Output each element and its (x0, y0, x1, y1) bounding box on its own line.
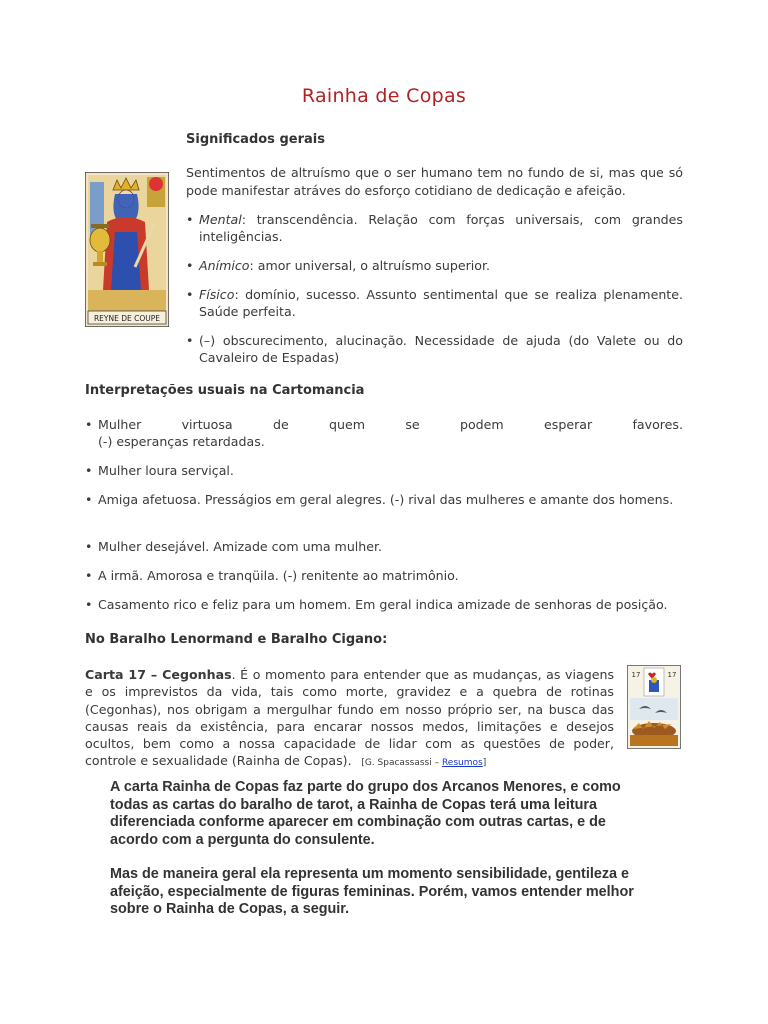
intro-paragraph: Sentimentos de altruísmo que o ser humano tem no fundo de si, mas que só pode manifestar atráves do esforço cotidiano de dedicação e afeição. (186, 165, 683, 198)
carta-label: Carta 17 – Cegonhas (85, 667, 232, 682)
item-text: Casamento rico e feliz para um homem. Em geral indica amizade de senhoras de posição. (98, 597, 668, 612)
cegonhas-card-image (627, 665, 681, 749)
bullet-icon: • (85, 417, 93, 432)
list-item (85, 538, 683, 555)
section-heading-significados: Significados gerais (186, 132, 325, 147)
list-item (85, 596, 683, 613)
bullet-icon: • (186, 287, 194, 302)
item-text: (–) obscurecimento, alucinação. Necessidade de ajuda (do Valete ou do Cavaleiro de Espadas) (199, 333, 683, 365)
list-item (85, 491, 683, 508)
item-text: : domínio, sucesso. Assunto sentimental que se realiza plenamente. Saúde perfeita. (199, 287, 683, 319)
item-text: Amiga afetuosa. Presságios em geral alegres. (-) rival das mulheres e amante dos homens. (98, 492, 674, 507)
section-heading-lenormand: No Baralho Lenormand e Baralho Cigano: (85, 632, 388, 647)
item-text: : amor universal, o altruísmo superior. (249, 258, 490, 273)
list-item-obscurecimento (186, 332, 683, 366)
item-label: Mental (199, 212, 242, 227)
list-item-animico (186, 257, 683, 274)
bullet-icon: • (85, 539, 93, 554)
bullet-icon: • (85, 492, 93, 507)
summary-paragraph-1: A carta Rainha de Copas faz parte do grupo dos Arcanos Menores, e como todas as cartas do baralho de tarot, a Rainha de Copas terá uma leitura diferenciada conforme aparecer em combinação com outras cartas, e de acordo com a pergunta do consulente. (110, 779, 621, 848)
item-text: Mulher loura serviçal. (98, 463, 234, 478)
bullet-icon: • (85, 463, 93, 478)
card-caption: REYNE DE COUPE (93, 314, 161, 323)
card-number: 17 (631, 671, 641, 679)
item-text: A irmã. Amorosa e tranqüila. (-) renitente ao matrimônio. (98, 568, 459, 583)
section-heading-cartomancia: Interpretações usuais na Cartomancia (85, 383, 365, 398)
list-item (85, 462, 683, 479)
list-item-mental (186, 211, 683, 245)
bullet-icon: • (85, 597, 93, 612)
page-title: Rainha de Copas (301, 85, 467, 107)
carta-text: . É o momento para entender que as mudanças, as viagens e os imprevistos da vida, tais como morte, gravidez e a quebra de rotinas (Cegonhas), nos obrigam a mergulhar fundo em nosso próprio ser, na busca das causas reais da existência, para encarar nossos medos, limitações e desejos ocultos, bem como a nossa capacidade de lidar com as questões de poder, controle e sexualidade (Rainha de Copas). (85, 667, 615, 769)
bullet-icon: • (186, 333, 194, 348)
resumos-link[interactable]: Resumos (441, 758, 483, 769)
item-label: Anímico (199, 258, 250, 273)
item-text: Mulher desejável. Amizade com uma mulher. (98, 539, 383, 554)
card-number-right: 17 (667, 671, 677, 679)
summary-paragraph-2: Mas de maneira geral ela representa um momento sensibilidade, gentileza e afeição, especialmente de figuras femininas. Porém, vamos entender melhor sobre o Rainha de Copas, a seguir. (110, 866, 634, 917)
list-item-fisico (186, 286, 683, 320)
queen-figure-icon (85, 172, 169, 327)
citation-close: ] (482, 758, 487, 769)
item-text: : transcendência. Relação com forças universais, com grandes inteligências. (199, 212, 683, 244)
queen-of-cups-card-image (85, 172, 169, 327)
bullet-icon: • (85, 568, 93, 583)
item-text: (-) esperanças retardadas. (98, 434, 265, 449)
list-item (85, 567, 683, 584)
bullet-icon: • (186, 258, 194, 273)
bullet-icon: • (186, 212, 194, 227)
citation (356, 758, 487, 768)
list-item (85, 416, 683, 450)
item-text: Mulher virtuosa de quem se podem esperar favores. (98, 417, 683, 432)
carta-17-paragraph (85, 666, 614, 773)
stork-card-icon (627, 665, 681, 749)
item-label: Físico (199, 287, 235, 302)
citation-open: [G. Spacassassi – (361, 758, 442, 769)
